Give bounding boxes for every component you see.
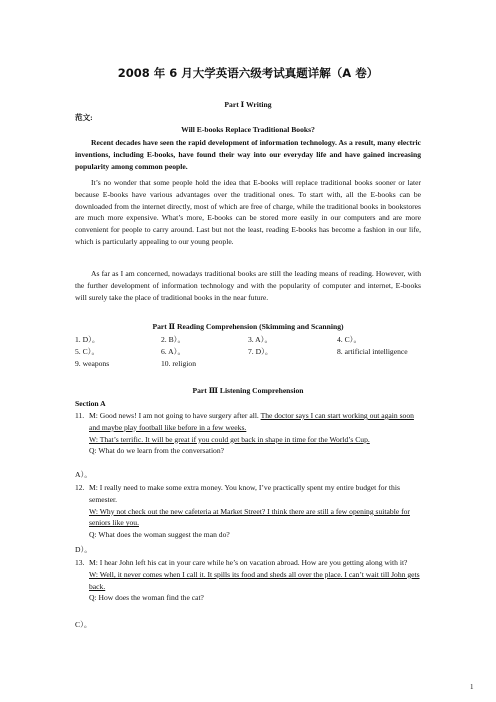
answer-item: 9. weapons xyxy=(75,359,110,368)
part1-heading: Part Ⅰ Writing xyxy=(224,100,272,109)
essay-paragraph-3: As far as I am concerned, nowadays traditional books are still the leading means of reading. However, with the further development of information technology and with the popularity of computer and internet, E-books will surely take the place of traditional books in the near future. xyxy=(75,269,421,302)
question-13 xyxy=(75,557,421,604)
man-line: M: I really need to make some extra money. You know, I’ve practically spent my entire budget for this semester. xyxy=(89,483,400,504)
part3-heading: Part Ⅲ Listening Comprehension xyxy=(192,386,304,395)
man-line: M: I hear John left his cat in your care while he’s on vacation abroad. How are you getting along with it? xyxy=(89,558,408,567)
man-line-underlined: The doctor says I can start working out again soon and maybe play football like before in a few weeks. xyxy=(89,411,414,432)
answer-grid xyxy=(75,334,421,370)
page-number: 1 xyxy=(470,683,474,691)
answer-item: 5. C）。 xyxy=(75,347,100,356)
sample-label: 范文: xyxy=(75,113,93,122)
answer-item: 4. C）。 xyxy=(337,335,362,344)
question-number: 13. xyxy=(75,558,85,567)
document-title: 2008 年 6 月大学英语六级考试真题详解（A 卷） xyxy=(117,66,379,80)
question-line: Q: How does the woman find the cat? xyxy=(89,593,204,603)
woman-line: W: That’s terrific. It will be great if you could get back in shape in time for the World’s Cup. xyxy=(89,434,370,444)
question-12 xyxy=(75,482,421,541)
question-11 xyxy=(75,410,421,457)
part2-heading: Part Ⅱ Reading Comprehension (Skimming and Scanning) xyxy=(152,322,344,331)
question-number: 11. xyxy=(75,411,85,420)
essay-title: Will E-books Replace Traditional Books? xyxy=(181,125,315,134)
answer-item: 3. A）。 xyxy=(248,335,273,344)
essay-paragraph-2: It’s no wonder that some people hold the idea that E-books will replace traditional books sooner or later because E-books have various advantages over the traditional ones. To start with, all the E-books can be downloaded from the internet directly, most of which are free of charge, while the traditional books in bookstores are much more expensive. What’s more, E-books can be stored more easily in our computers and are more convenient for people to carry around. Last but not the least, reading E-books has become a fashion in our life, which is particularly appealing to our young people. xyxy=(75,178,421,246)
woman-line: W: Why not check out the new cafeteria at Market Street? I think there are still a few opening suitable for seniors like you. xyxy=(89,506,410,528)
answer-item: 7. D）。 xyxy=(248,347,273,356)
answer-item: 6. A）。 xyxy=(161,347,186,356)
answer-13: C）。 xyxy=(75,620,92,629)
answer-item: 1. D）。 xyxy=(75,335,100,344)
man-line xyxy=(89,410,421,434)
answer-item: 2. B）。 xyxy=(161,335,186,344)
answer-12: D）。 xyxy=(75,545,92,554)
essay-paragraph-1: Recent decades have seen the rapid development of information technology. As a result, many electric inventions, including E-books, have found their way into our everyday life and have gained increasing popularity among common people. xyxy=(75,138,421,171)
section-a-label: Section A xyxy=(75,399,106,408)
answer-11: A）。 xyxy=(75,470,92,479)
question-number: 12. xyxy=(75,483,85,492)
woman-line: W: Well, it never comes when I call it. It spills its food and sheds all over the place. I can’t wait till John gets back. xyxy=(89,569,420,591)
answer-item: 10. religion xyxy=(161,359,197,368)
question-line: Q: What does the woman suggest the man do? xyxy=(89,530,230,540)
question-line: Q: What do we learn from the conversation? xyxy=(89,446,225,456)
man-line-plain: M: Good news! I am not going to have surgery after all. xyxy=(89,411,261,420)
answer-item: 8. artificial intelligence xyxy=(337,347,408,356)
